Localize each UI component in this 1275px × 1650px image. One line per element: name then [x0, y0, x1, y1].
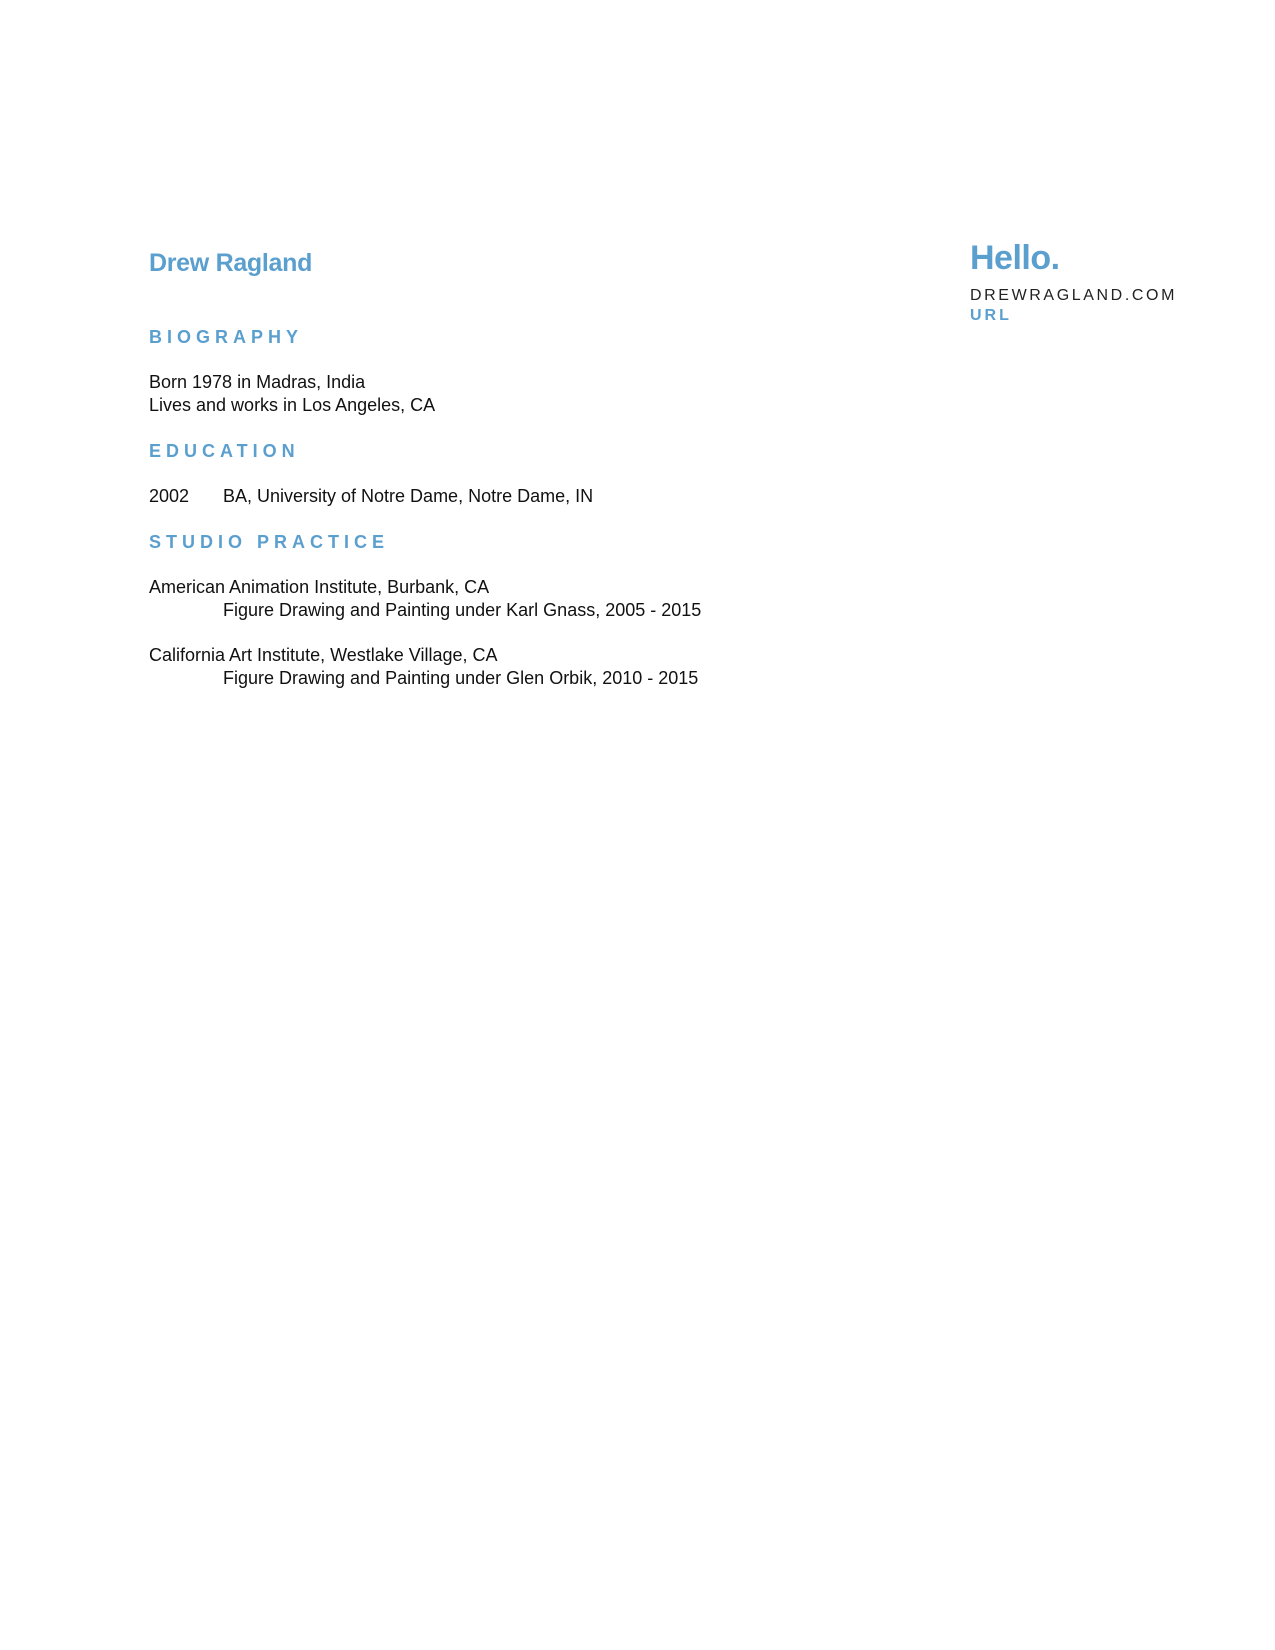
greeting: Hello.	[970, 239, 1060, 277]
studio-practice-heading: STUDIO PRACTICE	[149, 532, 390, 552]
education-heading: EDUCATION	[149, 441, 300, 461]
education-year: 2002	[149, 486, 190, 506]
contact-block	[970, 240, 1177, 326]
biography-line: Lives and works in Los Angeles, CA	[149, 395, 436, 415]
education-description: BA, University of Notre Dame, Notre Dame, IN	[223, 486, 594, 506]
studio-entry	[149, 644, 698, 690]
website-label: URL	[970, 307, 1012, 324]
biography-text	[149, 371, 435, 417]
biography-heading: BIOGRAPHY	[149, 327, 304, 347]
studio-detail: Figure Drawing and Painting under Karl Gnass, 2005 - 2015	[223, 600, 702, 620]
studio-institution: American Animation Institute, Burbank, CA	[149, 577, 490, 597]
studio-institution: California Art Institute, Westlake Village, CA	[149, 645, 498, 665]
studio-detail: Figure Drawing and Painting under Glen Orbik, 2010 - 2015	[223, 668, 699, 688]
artist-name: Drew Ragland	[149, 249, 313, 277]
website-link[interactable]: DREWRAGLAND.COM	[970, 287, 1178, 304]
education-entry	[149, 485, 593, 508]
biography-line: Born 1978 in Madras, India	[149, 372, 366, 392]
studio-entry	[149, 576, 701, 622]
